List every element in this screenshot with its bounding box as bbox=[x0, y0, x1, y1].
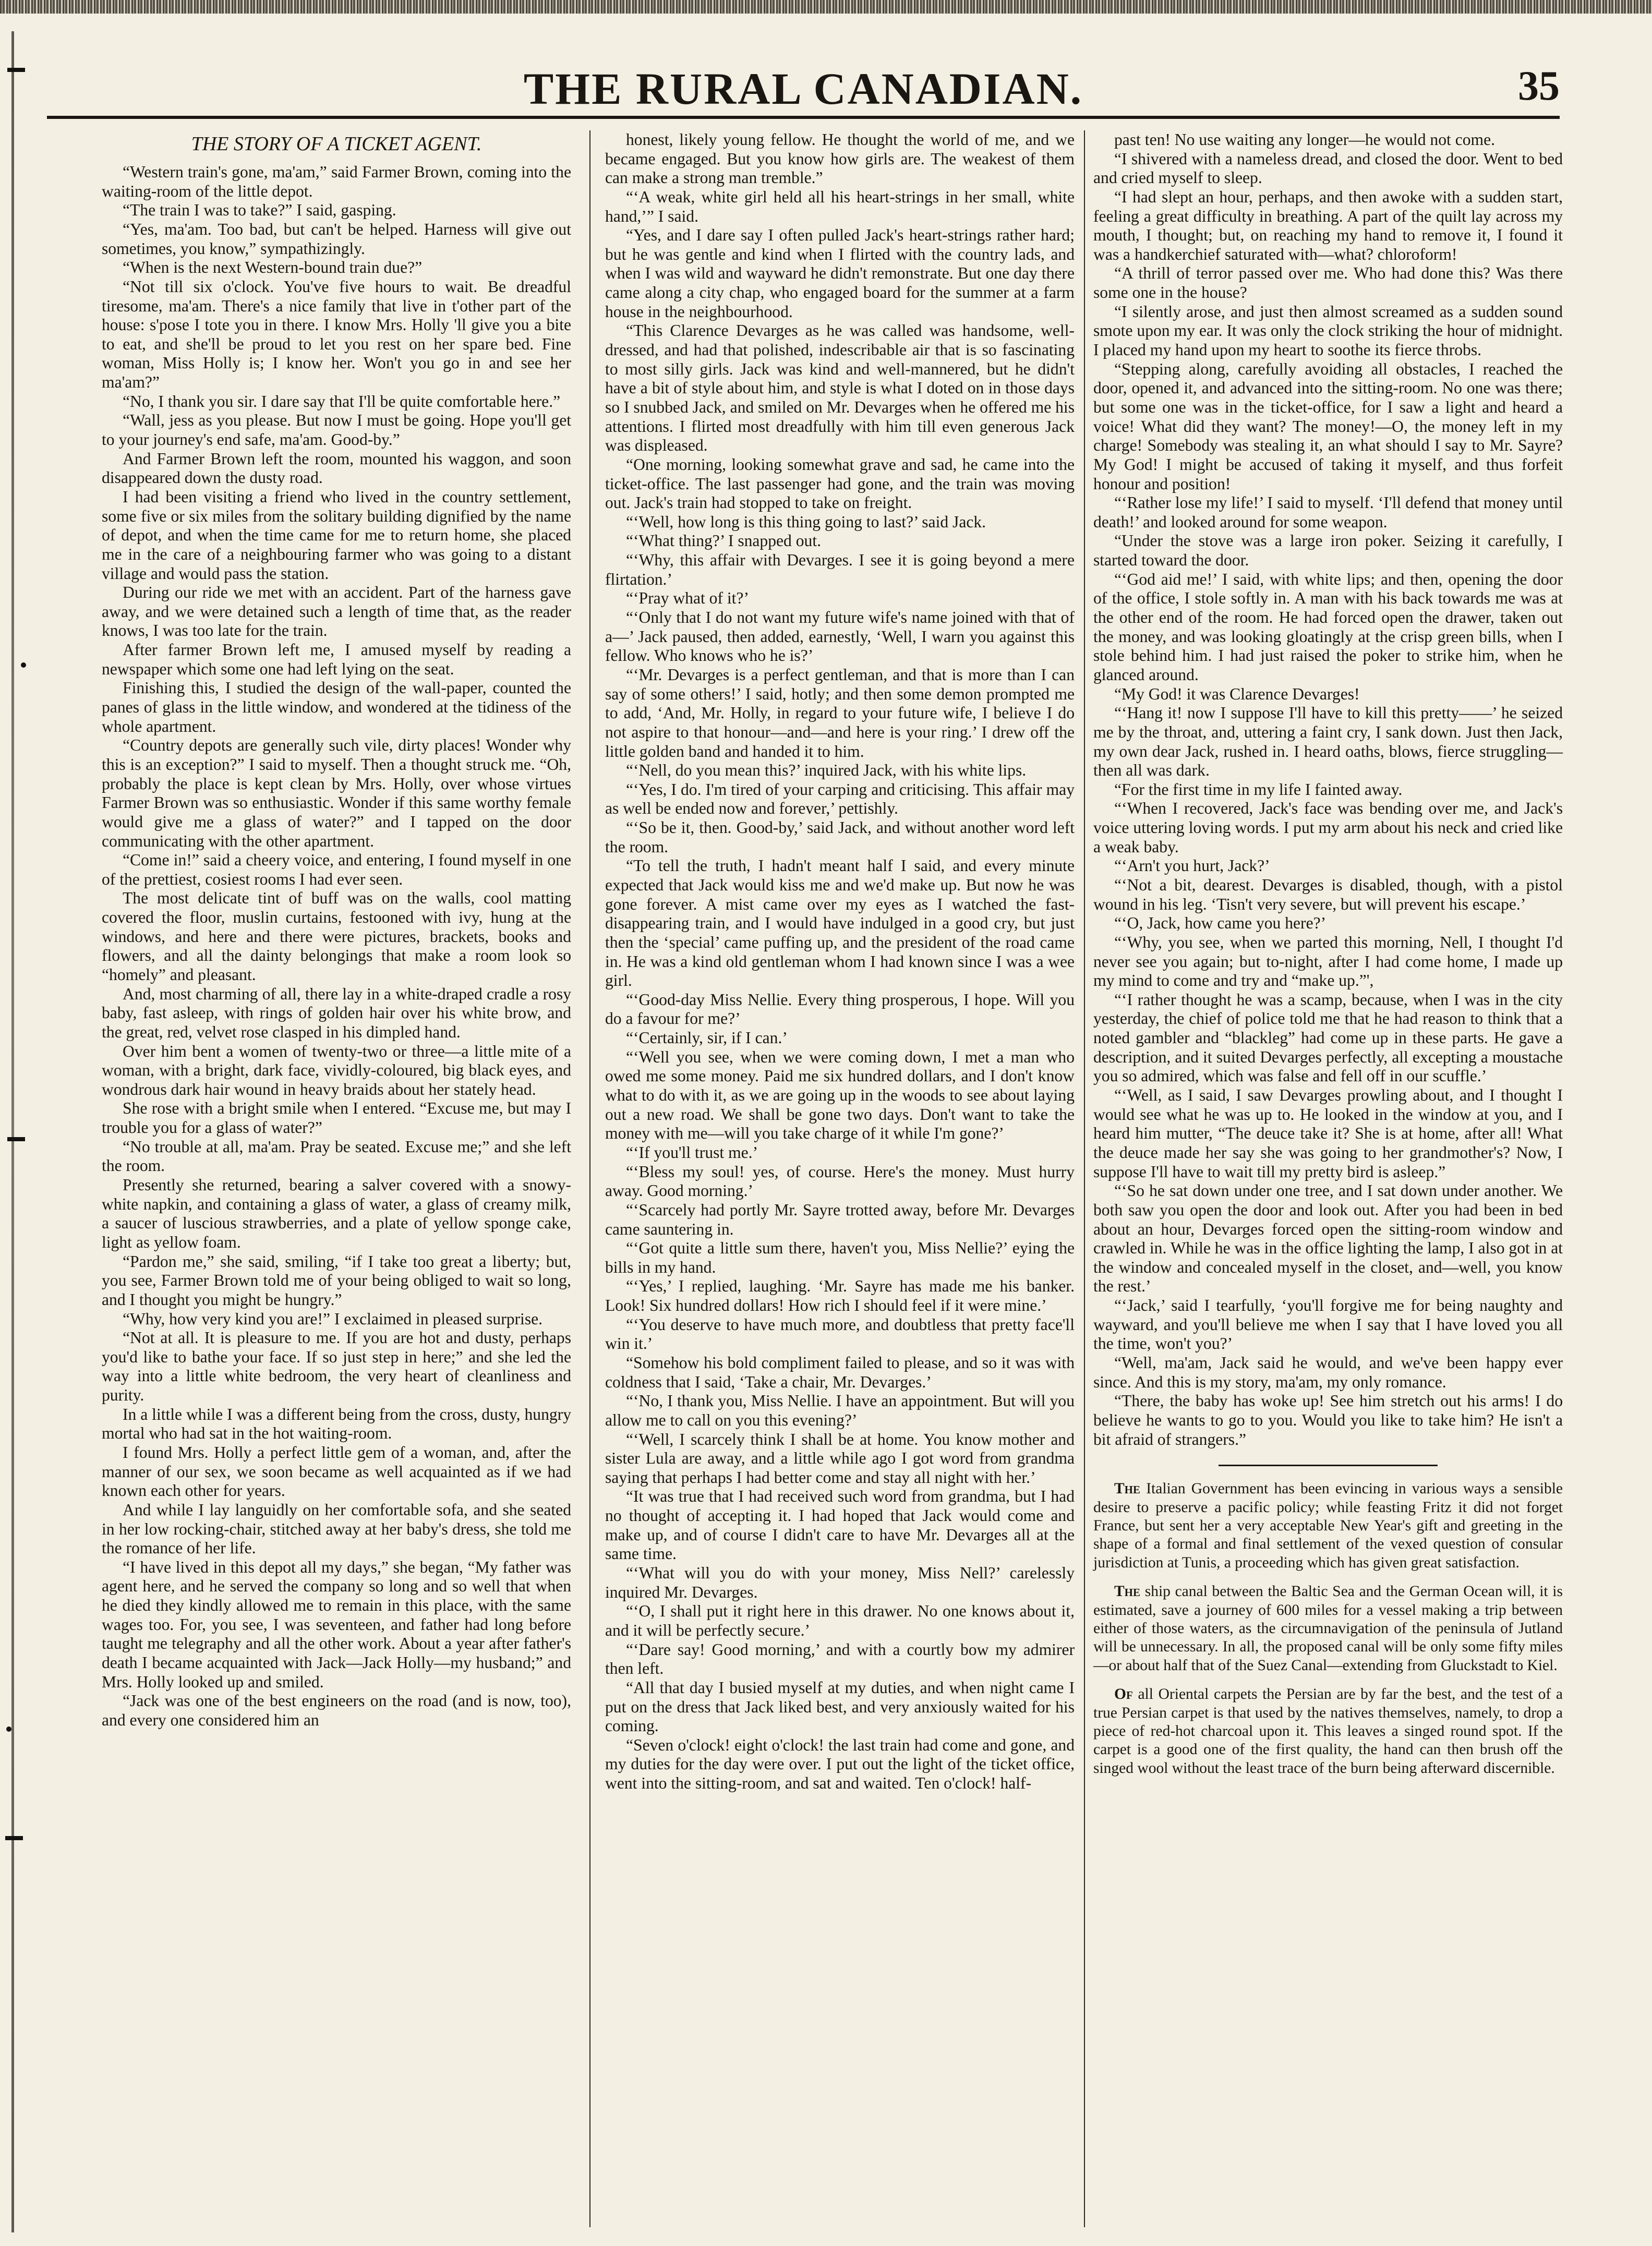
story-paragraph: “‘Not a bit, dearest. Devarges is disabled, though, with a pistol wound in his leg. ‘Tisn't very severe, but will prevent his escape.’ bbox=[1093, 875, 1563, 913]
story-paragraph: In a little while I was a different being from the cross, dusty, hungry mortal who had sat in the hot waiting-room. bbox=[102, 1405, 571, 1443]
story-paragraph: “‘Pray what of it?’ bbox=[626, 589, 749, 608]
story-paragraph: “‘Well you see, when we were coming down, I met a man who owed me some money. Paid me six hundred dollars, and I don't know what to do with it, as we are going up in the woods to see about laying out a new road. We shall be gone two days. Don't want to take the money with me—will you take charge of it while I'm gone?’ bbox=[605, 1047, 1075, 1143]
note-lead: The bbox=[1114, 1583, 1141, 1600]
binding-dot bbox=[21, 662, 26, 668]
page-number: 35 bbox=[1518, 63, 1560, 109]
story-paragraph: “Yes, ma'am. Too bad, but can't be helped. Harness will give out sometimes, you know,” sympathizingly. bbox=[102, 220, 571, 258]
story-paragraph: “This Clarence Devarges as he was called was handsome, well-dressed, and had that polished, indescribable air that is so fascinating to most silly girls. Jack was kind and well-mannered, but he didn't have a bit of style about him, and style is what I doted on in those days so I snubbed Jack, and smiled on Mr. Devarges when he offered me his attentions. I flirted most dreadfully with him till even generous Jack was displeased. bbox=[605, 321, 1075, 455]
column-divider bbox=[1084, 130, 1085, 2227]
header-rule bbox=[47, 116, 1560, 119]
story-paragraph: “I have lived in this depot all my days,” she began, “My father was agent here, and he served the company so long and so well that when he died they kindly allowed me to remain in this place, with the same wages too. For, you see, I was seventeen, and father had long before taught me telegraphy and all the other work. About a year after father's death I became acquainted with Jack—Jack Holly—my husband;” and Mrs. Holly looked up and smiled. bbox=[102, 1557, 571, 1691]
story-paragraph: “‘A weak, white girl held all his heart-strings in her small, white hand,’” I said. bbox=[605, 187, 1075, 225]
note-lead: Of bbox=[1114, 1686, 1133, 1703]
story-paragraph: “Not till six o'clock. You've five hours to wait. Be dreadful tiresome, ma'am. There's a nice family that live in t'other part of the house: s'pose I tote you in there. I know Mrs. Holly 'll give you a bite to eat, and she'll be proud to let you rest on her spare bed. Fine woman, Miss Holly is; I know her. Won't you go in and see her ma'am?” bbox=[102, 277, 571, 392]
note-text: Italian Government has been evincing in various ways a sensible desire to preserve a pacific policy; while feasting Fritz it did not forget France, but sent her a very acceptable New Year's gift and greeting in the shape of a formal and final settlement of the vexed question of consular jurisdiction at Tunis, a proceeding which has given great satisfaction. bbox=[1093, 1480, 1563, 1571]
story-paragraph: And, most charming of all, there lay in a white-draped cradle a rosy baby, fast asleep, with rings of golden hair over his white brow, and the great, red, velvet rose clasped in his dimpled hand. bbox=[102, 984, 571, 1041]
story-paragraph: “I had slept an hour, perhaps, and then awoke with a sudden start, feeling a great difficulty in breathing. A part of the quilt lay across my mouth, I thought; but, on reaching my hand to remove it, I found it was a handkerchief saturated with—what? chloroform! bbox=[1093, 187, 1563, 263]
story-paragraph: “When is the next Western-bound train due?” bbox=[123, 258, 423, 277]
newspaper-title: THE RURAL CANADIAN. bbox=[523, 64, 1083, 114]
story-paragraph: “‘Dare say! Good morning,’ and with a courtly bow my admirer then left. bbox=[605, 1640, 1075, 1678]
story-paragraph: “‘Mr. Devarges is a perfect gentleman, and that is more than I can say of some others!’ I said, hotly; and then some demon prompted me to add, ‘And, Mr. Holly, in regard to your future wife, I believe I do not aspire to that honour—and—and here is your ring.’ I drew off the little golden band and handed it to him. bbox=[605, 665, 1075, 760]
story-paragraph: “‘Jack,’ said I tearfully, ‘you'll forgive me for being naughty and wayward, and you'll believe me when I say that I have loved you all the time, won't you?’ bbox=[1093, 1296, 1563, 1353]
page-top-edge bbox=[0, 0, 1652, 14]
story-paragraph: “‘Nell, do you mean this?’ inquired Jack, with his white lips. bbox=[626, 761, 1027, 780]
story-paragraph: Presently she returned, bearing a salver covered with a snowy-white napkin, and containing a glass of water, a glass of creamy milk, a saucer of luscious strawberries, and a plate of yellow sponge cake, light as yellow foam. bbox=[102, 1176, 571, 1251]
column-3-text bbox=[1093, 130, 1563, 1449]
story-paragraph: “‘When I recovered, Jack's face was bending over me, and Jack's voice uttering loving words. I put my arm about his neck and cried like a weak baby. bbox=[1093, 799, 1563, 856]
news-note-italy bbox=[1093, 1480, 1563, 1572]
story-paragraph: “‘Rather lose my life!’ I said to myself. ‘I'll defend that money until death!’ and looked around for some weapon. bbox=[1093, 493, 1563, 531]
news-note-carpets bbox=[1093, 1685, 1563, 1778]
column-1-text bbox=[102, 163, 571, 1730]
story-paragraph: “‘Well, I scarcely think I shall be at home. You know mother and sister Lula are away, and a little while ago I got word from grandma saying that perhaps I had better come and stay all night with her.’ bbox=[605, 1430, 1075, 1487]
story-paragraph: “‘What will you do with your money, Miss Nell?’ carelessly inquired Mr. Devarges. bbox=[605, 1564, 1075, 1601]
story-paragraph: “No, I thank you sir. I dare say that I'll be quite comfortable here.” bbox=[123, 392, 561, 410]
story-paragraph: “‘So he sat down under one tree, and I sat down under another. We both saw you open the door and look out. After you had been in bed about an hour, Devarges forced open the sitting-room window and crawled in. While he was in the office lighting the lamp, I also got in at the window and concealed myself in the closet, and—well, you know the rest.’ bbox=[1093, 1181, 1563, 1296]
note-text: ship canal between the Baltic Sea and the German Ocean will, it is estimated, save a journey of 600 miles for a vessel making a trip between either of those waters, as the circumnavigation of the peninsula of Jutland will be unnecessary. In all, the proposed canal will be only some fifty miles—or about half that of the Suez Canal—extending from Gluckstadt to Kiel. bbox=[1093, 1583, 1563, 1674]
story-paragraph: “Well, ma'am, Jack said he would, and we've been happy ever since. And this is my story, ma'am, my only romance. bbox=[1093, 1354, 1563, 1391]
story-paragraph: “‘Why, this affair with Devarges. I see it is going beyond a mere flirtation.’ bbox=[605, 551, 1075, 588]
story-paragraph: “‘Only that I do not want my future wife's name joined with that of a—’ Jack paused, then added, earnestly, ‘Well, I warn you against this fellow. Who knows who he is?’ bbox=[605, 608, 1075, 665]
story-paragraph: honest, likely young fellow. He thought the world of me, and we became engaged. But you know how girls are. The weakest of them can make a strong man tremble.” bbox=[605, 130, 1075, 187]
story-paragraph: “Western train's gone, ma'am,” said Farmer Brown, coming into the waiting-room of the little depot. bbox=[102, 163, 571, 200]
story-paragraph: During our ride we met with an accident. Part of the harness gave away, and we were detained such a length of time that, as the reader knows, I was too late for the train. bbox=[102, 583, 571, 640]
story-paragraph: “‘Arn't you hurt, Jack?’ bbox=[1114, 856, 1270, 875]
column-2 bbox=[605, 130, 1075, 1793]
story-paragraph: “Come in!” said a cheery voice, and entering, I found myself in one of the prettiest, cosiest rooms I had ever seen. bbox=[102, 851, 571, 888]
story-paragraph: “Pardon me,” she said, smiling, “if I take too great a liberty; but, you see, Farmer Brown told me of your being obliged to wait so long, and I thought you might be hungry.” bbox=[102, 1252, 571, 1309]
story-paragraph: “To tell the truth, I hadn't meant half I said, and every minute expected that Jack would kiss me and we'd make up. But now he was gone forever. A mist came over my eyes as I watched the fast-disappearing train, and I would have indulged in a good cry, but just then the ‘special’ came puffing up, and the president of the road came in. He was a kind old gentleman whom I had known since I was a wee girl. bbox=[605, 856, 1075, 990]
story-paragraph: “Country depots are generally such vile, dirty places! Wonder why this is an exception?” I said to myself. Then a thought struck me. “Oh, probably the place is kept clean by Mrs. Holly, over whose virtues Farmer Brown was so enthusiastic. Wonder if this same worthy female would give me a glass of water?” and I tapped on the door communicating with the other apartment. bbox=[102, 736, 571, 850]
story-paragraph: “I silently arose, and just then almost screamed as a sudden sound smote upon my ear. It was only the clock striking the hour of midnight. I placed my hand upon my heart to soothe its fierce throbs. bbox=[1093, 302, 1563, 359]
story-paragraph: I had been visiting a friend who lived in the country settlement, some five or six miles from the solitary building dignified by the name of depot, and when the time came for me to return home, she placed me in the care of a neighbouring farmer who was going to a distant village and would pass the station. bbox=[102, 487, 571, 583]
binding-dot bbox=[6, 1726, 11, 1732]
story-paragraph: After farmer Brown left me, I amused myself by reading a newspaper which some one had left lying on the seat. bbox=[102, 641, 571, 678]
story-paragraph: “Jack was one of the best engineers on the road (and is now, too), and every one considered him an bbox=[102, 1692, 571, 1729]
story-paragraph: The most delicate tint of buff was on the walls, cool matting covered the floor, muslin curtains, festooned with ivy, hung at the windows, and here and there were pictures, brackets, books and flowers, and all the dainty belongings that make a room look so “homely” and pleasant. bbox=[102, 889, 571, 984]
news-note-canal bbox=[1093, 1583, 1563, 1675]
story-paragraph: “I shivered with a nameless dread, and closed the door. Went to bed and cried myself to sleep. bbox=[1093, 149, 1563, 187]
story-paragraph: “The train I was to take?” I said, gasping. bbox=[123, 201, 396, 220]
note-lead: The bbox=[1114, 1480, 1141, 1498]
story-paragraph: “Wall, jess as you please. But now I must be going. Hope you'll get to your journey's end safe, ma'am. Good-by.” bbox=[102, 411, 571, 449]
binding-mark bbox=[7, 1137, 25, 1141]
story-paragraph: “One morning, looking somewhat grave and sad, he came into the ticket-office. The last passenger had gone, and the train was moving out. Jack's train had stopped to take on freight. bbox=[605, 455, 1075, 512]
story-paragraph: “Why, how very kind you are!” I exclaimed in pleased surprise. bbox=[123, 1309, 543, 1328]
story-paragraph: “‘O, Jack, how came you here?’ bbox=[1114, 914, 1327, 933]
section-rule bbox=[1219, 1465, 1438, 1466]
column-divider bbox=[589, 130, 590, 2227]
news-notes bbox=[1093, 1480, 1563, 1778]
story-paragraph: “Seven o'clock! eight o'clock! the last train had come and gone, and my duties for the day were over. I put out the light of the ticket office, went into the sitting-room, and sat and waited. Ten o'clock! half- bbox=[605, 1735, 1075, 1793]
story-paragraph: Over him bent a women of twenty-two or three—a little mite of a woman, with a bright, dark face, vividly-coloured, big black eyes, and wondrous dark hair wound in heavy braids about her stately head. bbox=[102, 1042, 571, 1098]
story-paragraph: “‘Well, how long is this thing going to last?’ said Jack. bbox=[626, 512, 986, 531]
story-paragraph: “‘You deserve to have much more, and doubtless that pretty face'll win it.’ bbox=[605, 1315, 1075, 1353]
story-paragraph: “A thrill of terror passed over me. Who had done this? Was there some one in the house? bbox=[1093, 264, 1563, 302]
story-paragraph: “‘Hang it! now I suppose I'll have to kill this pretty——’ he seized me by the throat, and, uttering a faint cry, I sank down. Just then Jack, my own dear Jack, rushed in. I heard oaths, blows, fierce struggling—then all was dark. bbox=[1093, 704, 1563, 780]
story-title: THE STORY OF A TICKET AGENT. bbox=[191, 133, 482, 155]
story-paragraph: “My God! it was Clarence Devarges! bbox=[1114, 684, 1360, 703]
story-paragraph: “‘Scarcely had portly Mr. Sayre trotted away, before Mr. Devarges came sauntering in. bbox=[605, 1200, 1075, 1238]
story-paragraph: “Stepping along, carefully avoiding all obstacles, I reached the door, opened it, and advanced into the sitting-room. No one was there; but some one was in the ticket-office, for I saw a light and heard a voice! What did they want? The money!—O, the money left in my charge! Somebody was stealing it, an what should I say to Mr. Sayre? My God! I might be accused of taking it myself, and thus forfeit honour and position! bbox=[1093, 359, 1563, 493]
story-paragraph: I found Mrs. Holly a perfect little gem of a woman, and, after the manner of our sex, we soon became as well acquainted as if we had known each other for years. bbox=[102, 1443, 571, 1500]
story-paragraph: “No trouble at all, ma'am. Pray be seated. Excuse me;” and she left the room. bbox=[102, 1137, 571, 1175]
story-paragraph: And Farmer Brown left the room, mounted his waggon, and soon disappeared down the dusty road. bbox=[102, 449, 571, 487]
story-paragraph: “Under the stove was a large iron poker. Seizing it carefully, I started toward the door. bbox=[1093, 532, 1563, 570]
story-paragraph: “‘No, I thank you, Miss Nellie. I have an appointment. But will you allow me to call on you this evening?’ bbox=[605, 1392, 1075, 1429]
story-paragraph: “‘What thing?’ I snapped out. bbox=[626, 532, 822, 550]
story-paragraph: “‘Why, you see, when we parted this morning, Nell, I thought I'd never see you again; but to-night, after I had come home, I made up my mind to come and try and “make up.”', bbox=[1093, 933, 1563, 990]
story-paragraph: And while I lay languidly on her comfortable sofa, and she seated in her low rocking-chair, stitched away at her baby's dress, she told me the romance of her life. bbox=[102, 1500, 571, 1557]
story-paragraph: “‘God aid me!’ I said, with white lips; and then, opening the door of the office, I stole softly in. A man with his back towards me was at the other end of the room. He had forced open the drawer, taken out the money, and was looking gloatingly at the crisp green bills, when I stole behind him. I had just raised the poker to strike him, when he glanced around. bbox=[1093, 570, 1563, 684]
story-paragraph: “It was true that I had received such word from grandma, but I had no thought of accepting it. I had hoped that Jack would come and make up, and of course I didn't care to have Mr. Devarges all at the same time. bbox=[605, 1487, 1075, 1563]
story-paragraph: “‘O, I shall put it right here in this drawer. No one knows about it, and it will be perfectly secure.’ bbox=[605, 1602, 1075, 1639]
story-paragraph: “‘Yes, I do. I'm tired of your carping and criticising. This affair may as well be ended now and forever,’ pettishly. bbox=[605, 780, 1075, 818]
column-2-text bbox=[605, 130, 1075, 1793]
story-paragraph: “‘Got quite a little sum there, haven't you, Miss Nellie?’ eying the bills in my hand. bbox=[605, 1239, 1075, 1276]
note-text: all Oriental carpets the Persian are by far the best, and the test of a true Persian carpet is that used by the natives themselves, namely, to drop a piece of red-hot charcoal upon it. This leaves a singed round spot. If the carpet is a good one of the first quality, the hand can then brush off the singed wool without the least trace of the burn being afterward discernible. bbox=[1093, 1686, 1563, 1777]
story-paragraph: past ten! No use waiting any longer—he would not come. bbox=[1114, 130, 1496, 149]
binding-mark bbox=[5, 1836, 23, 1840]
binding-mark bbox=[7, 68, 25, 72]
story-paragraph: “‘So be it, then. Good-by,’ said Jack, and without another word left the room. bbox=[605, 818, 1075, 856]
story-paragraph: She rose with a bright smile when I entered. “Excuse me, but may I trouble you for a glass of water?” bbox=[102, 1099, 571, 1137]
story-paragraph: “All that day I busied myself at my duties, and when night came I put on the dress that Jack liked best, and very anxiously waited for his coming. bbox=[605, 1678, 1075, 1735]
story-paragraph: “Yes, and I dare say I often pulled Jack's heart-strings rather hard; but he was gentle and kind when I flirted with the country lads, and when I was wild and wayward he didn't remonstrate. But one day there came along a city chap, who engaged board for the summer at a farm house in the neighbourhood. bbox=[605, 226, 1075, 321]
story-paragraph: “‘Good-day Miss Nellie. Every thing prosperous, I hope. Will you do a favour for me?’ bbox=[605, 990, 1075, 1028]
story-paragraph: “Not at all. It is pleasure to me. If you are hot and dusty, perhaps you'd like to bathe your face. If so just step in here;” and she led the way into a little white bedroom, the very heart of cleanliness and purity. bbox=[102, 1329, 571, 1405]
story-paragraph: Finishing this, I studied the design of the wall-paper, counted the panes of glass in the little window, and wondered at the tidiness of the whole apartment. bbox=[102, 679, 571, 735]
story-paragraph: “‘Yes,’ I replied, laughing. ‘Mr. Sayre has made me his banker. Look! Six hundred dollars! How rich I should feel if it were mine.’ bbox=[605, 1277, 1075, 1315]
page-header bbox=[47, 63, 1560, 120]
story-paragraph: “For the first time in my life I fainted away. bbox=[1114, 780, 1403, 799]
story-paragraph: “There, the baby has woke up! See him stretch out his arms! I do believe he wants to go to you. Would you like to take him? He isn't a bit afraid of strangers.” bbox=[1093, 1392, 1563, 1448]
story-paragraph: “‘Bless my soul! yes, of course. Here's the money. Must hurry away. Good morning.’ bbox=[605, 1162, 1075, 1200]
column-1 bbox=[102, 130, 571, 1730]
story-paragraph: “‘Certainly, sir, if I can.’ bbox=[626, 1029, 788, 1047]
story-paragraph: “‘Well, as I said, I saw Devarges prowling about, and I thought I would see what he was up to. He looked in the window at you, and I heard him mutter, “The deuce take it? She is at home, after all! What the deuce made her say she was going to her grandmother's? Now, I suppose I'll have to wait till my pretty bird is asleep.” bbox=[1093, 1086, 1563, 1181]
story-paragraph: “‘If you'll trust me.’ bbox=[626, 1143, 758, 1162]
story-paragraph: “‘I rather thought he was a scamp, because, when I was in the city yesterday, the chief of police told me that he had reason to think that a noted gambler and “blackleg” had come up in these parts. He gave a description, and it suited Devarges perfectly, all excepting a moustache you so admired, which was false and fell off in our scuffle.’ bbox=[1093, 990, 1563, 1085]
story-paragraph: “Somehow his bold compliment failed to please, and so it was with coldness that I said, ‘Take a chair, Mr. Devarges.’ bbox=[605, 1354, 1075, 1391]
column-3 bbox=[1093, 130, 1563, 1788]
binding-margin bbox=[11, 31, 14, 2232]
